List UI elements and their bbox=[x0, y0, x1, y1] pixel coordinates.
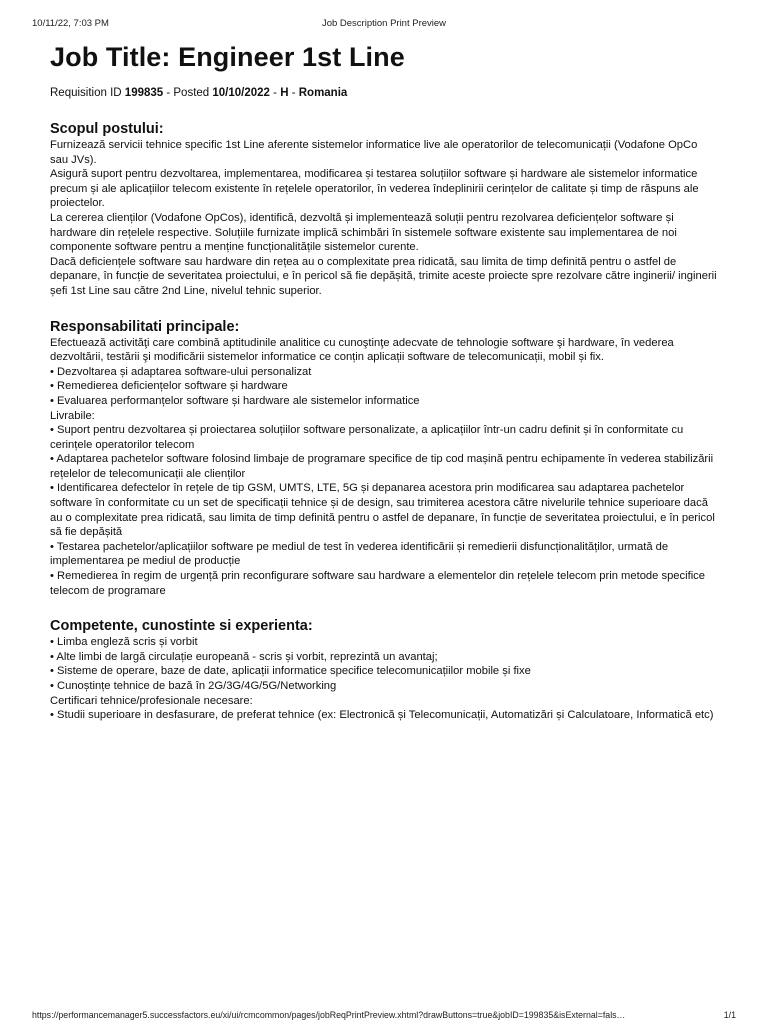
competence-item: • Cunoștințe tehnice de bază în 2G/3G/4G/5G/Networking bbox=[50, 680, 337, 692]
requisition-label: Requisition ID bbox=[50, 87, 125, 99]
print-page-title: Job Description Print Preview bbox=[321, 18, 447, 29]
deliverable-item: • Testarea pachetelor/aplicațiilor software pe mediul de test în vederea identificării și remedierii disfuncționalităților, urmată de implementarea pe mediul de producție bbox=[50, 540, 669, 568]
print-datetime: 10/11/22, 7:03 PM bbox=[32, 18, 109, 29]
responsibility-item: • Dezvoltarea și adaptarea software-ului personalizat bbox=[50, 365, 312, 378]
competence-item: • Alte limbi de largă circulație europeană - scris și vorbit, reprezintă un avantaj; bbox=[50, 650, 438, 663]
section-competences bbox=[50, 618, 718, 723]
requisition-id: 199835 bbox=[124, 87, 164, 99]
deliverable-item: • Remedierea în regim de urgență prin reconfigurare software sau hardware a elementelor din rețelele telecom prin metode specifice telecom de programare bbox=[50, 570, 705, 597]
section-responsibilities bbox=[50, 319, 718, 599]
deliverables-label: Livrabile: bbox=[50, 409, 95, 422]
section-heading-scope: Scopul postului: bbox=[50, 121, 164, 137]
deliverable-item: • Identificarea defectelor în rețele de tip GSM, UMTS, LTE, 5G și depanarea acestora prin modificarea sau adaptarea pachetelor software în conformitate cu un set de specificații tehnice și de design, sau trimiterea acestora către nivelurile tehnice superioare dacă au o complexitate prea ridicată, sau limita de timp definită pentru o astfel de depanare, în funcție de severitatea proiectului, e în pericol să fie depășită bbox=[50, 482, 715, 539]
job-title: Job Title: Engineer 1st Line bbox=[50, 42, 405, 72]
meta-separator: - bbox=[288, 87, 299, 99]
scope-paragraph: Dacă deficiențele software sau hardware din rețea au o complexitate prea ridicată, sau limita de timp definită pentru o astfel de depanare, în funcție de severitatea proiectului, e în pericol să fie depășită, trimite aceste proiecte spre rezolvare către inginerii/ inginerii șefi 1st Line sau către 2nd Line, nivelul tehnic superior. bbox=[50, 255, 717, 297]
certifications-label: Certificari tehnice/profesionale necesare: bbox=[50, 694, 253, 707]
deliverable-item: • Suport pentru dezvoltarea și proiectarea soluțiilor software personalizate, a aplicațiilor într-un cadru definit și în conformitate cu cerințele operatorilor telecom bbox=[50, 424, 684, 451]
responsibility-intro: Efectuează activităţi care combină aptitudinile analitice cu cunoştinţe adecvate de tehnologie software şi hardware, în vederea dezvoltării, testării şi modificării sistemelor informatice ce conțin aplicații software de telecomunicații, mobil și fix. bbox=[50, 336, 674, 364]
competence-item: • Studii superioare in desfasurare, de preferat tehnice (ex: Electronică și Telecomunicații, Automatizări și Calculatoare, Informatică etc) bbox=[50, 709, 714, 722]
competence-item: • Sisteme de operare, baze de date, aplicații informatice specifice telecomunicațiilor mobile și fixe bbox=[50, 665, 531, 678]
page-url: https://performancemanager5.successfactors.eu/xi/ui/rcmcommon/pages/jobReqPrintPreview.xhtml?drawButtons=true&jobID=199835&isExternal=fals… bbox=[32, 1010, 626, 1020]
scope-paragraph: Asigură suport pentru dezvoltarea, implementarea, modificarea și testarea soluțiilor software și hardware ale sistemelor informatice precum și ale aplicațiilor telecom existente în rețelele operatorilor, în vederea îndeplinirii cerințelor de calitate și timp de răspuns ale proiectelor. bbox=[50, 168, 699, 210]
section-heading-competences: Competente, cunostinte si experienta: bbox=[50, 618, 313, 635]
responsibility-item: • Remedierea deficiențelor software și hardware bbox=[50, 380, 288, 393]
responsibility-item: • Evaluarea performanțelor software și hardware ale sistemelor informatice bbox=[50, 394, 420, 407]
competence-item: • Limba engleză scris și vorbit bbox=[50, 636, 198, 649]
posted-label: - Posted bbox=[163, 87, 213, 99]
section-heading-responsibilities: Responsabilitati principale: bbox=[50, 318, 240, 335]
job-description-page bbox=[50, 42, 718, 743]
section-scope bbox=[50, 121, 718, 299]
page-number: 1/1 bbox=[723, 1010, 736, 1020]
requisition-meta bbox=[50, 87, 718, 99]
posted-date: 10/10/2022 bbox=[212, 87, 270, 99]
scope-paragraph: La cererea clienților (Vodafone OpCos), identifică, dezvoltă și implementează soluții pentru rezolvarea deficiențelor software și hardware din rețelele respective. Soluțiile furnizate implică schimbări în sistemele software existente sau implementarea de noi componente software pentru a menține funcționalitățile sistemelor curente. bbox=[50, 211, 677, 254]
meta-separator: - bbox=[269, 87, 281, 99]
scope-paragraph: Furnizează servicii tehnice specific 1st Line aferente sistemelor informatice live ale operatorilor de telecomunicații (Vodafone OpCo sau JVs). bbox=[50, 139, 698, 166]
deliverable-item: • Adaptarea pachetelor software folosind limbaje de programare specifice de tip cod mașină pentru echipamente în vederea stabilizării rețelelor de telecomunicații ale clienților bbox=[50, 453, 714, 480]
meta-country: Romania bbox=[298, 87, 348, 99]
meta-h: H bbox=[280, 87, 289, 99]
